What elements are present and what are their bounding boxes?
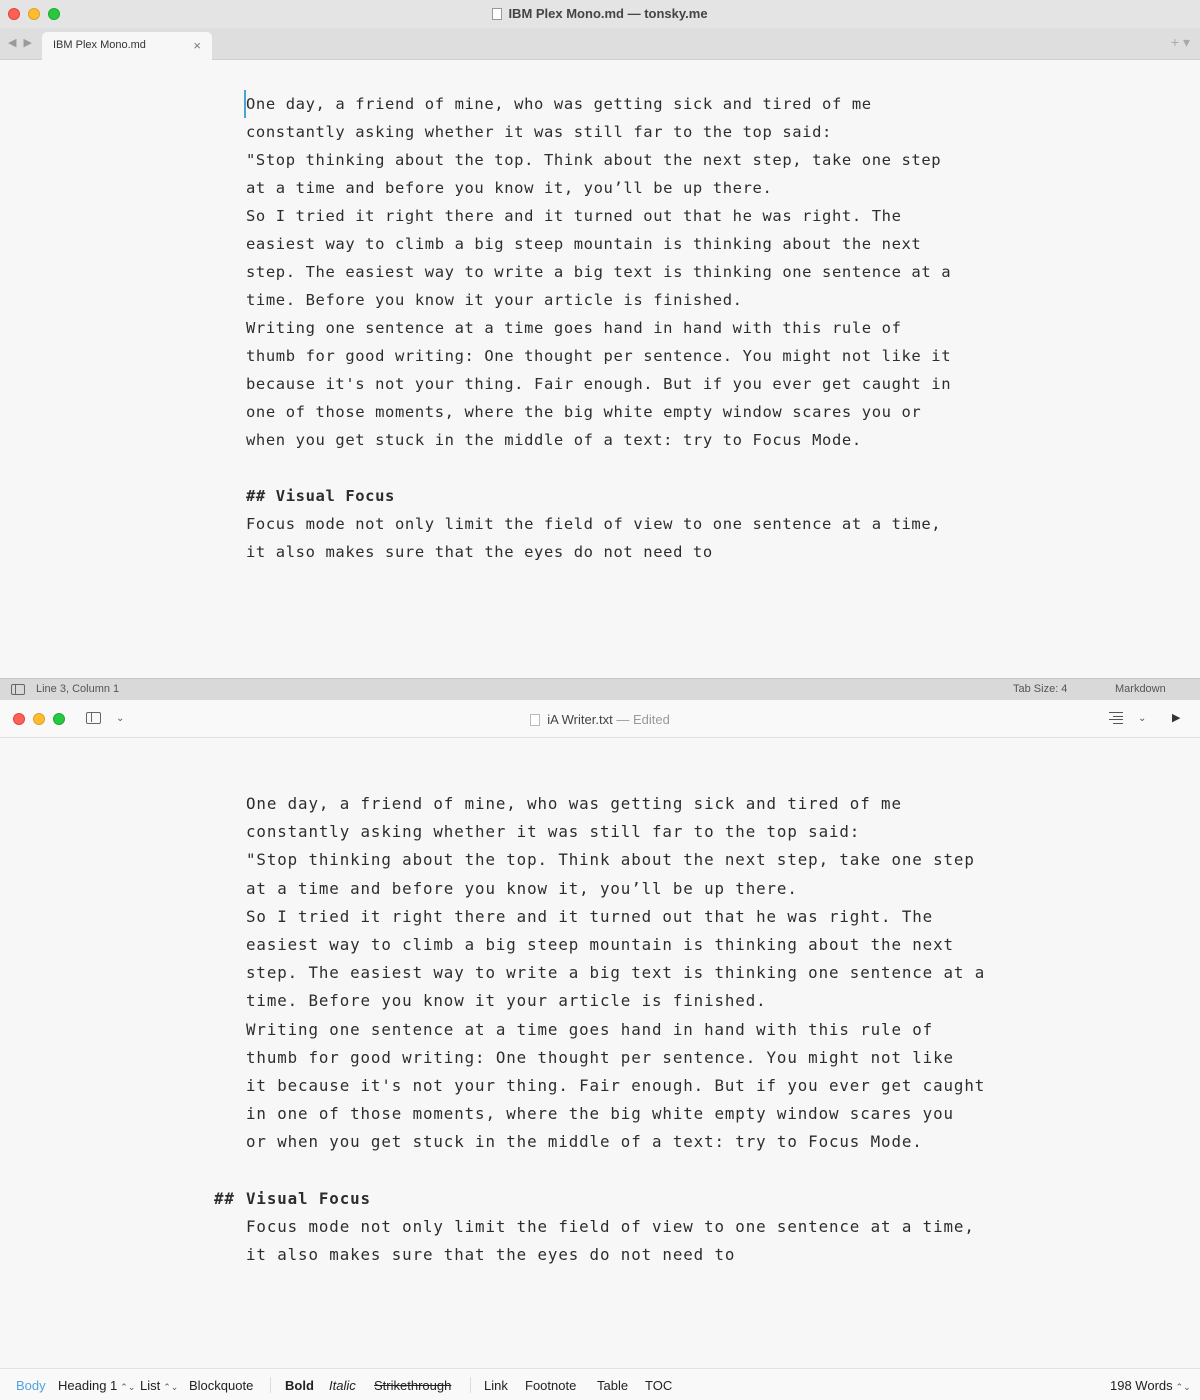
text-line: one of those moments, where the big white empty window scares you or — [246, 403, 922, 421]
updown-chevron-icon: ⌃⌄ — [120, 1382, 136, 1392]
cursor-position[interactable]: Line 3, Column 1 — [36, 683, 120, 695]
editor-text-area[interactable] — [246, 90, 1006, 566]
document-icon — [492, 8, 502, 20]
text-line: easiest way to climb a big steep mountain is thinking about the next — [246, 235, 922, 253]
text-line: or when you get stuck in the middle of a text: try to Focus Mode. — [246, 1132, 923, 1152]
chevron-down-icon[interactable]: ⌄ — [1138, 713, 1147, 724]
format-strikethrough-button[interactable]: Strikethrough — [374, 1378, 452, 1393]
heading-marker: ## — [214, 1188, 235, 1208]
format-bar — [0, 1368, 1200, 1400]
text-line: One day, a friend of mine, who was getting sick and tired of me — [246, 95, 872, 113]
format-table-button[interactable]: Table — [597, 1378, 629, 1393]
text-line: step. The easiest way to write a big text is thinking one sentence at a — [246, 263, 952, 281]
text-line: at a time and before you know it, you’ll be up there. — [246, 878, 798, 898]
edited-status: Edited — [632, 712, 670, 727]
word-count-selector[interactable] — [1110, 1378, 1191, 1393]
tab-bar — [0, 28, 1200, 60]
text-line: Focus mode not only limit the field of view to one sentence at a time, — [246, 1216, 975, 1236]
tab-nav-arrows-icon[interactable]: ◀ ▶ — [8, 37, 34, 49]
document-icon — [530, 714, 540, 726]
sidebar-icon[interactable] — [11, 684, 25, 695]
text-line: in one of those moments, where the big white empty window scares you — [246, 1104, 954, 1124]
text-line: "Stop thinking about the top. Think about the next step, take one step — [246, 151, 942, 169]
text-line: thumb for good writing: One thought per sentence. You might not like it — [246, 347, 952, 365]
format-link-button[interactable]: Link — [484, 1378, 508, 1393]
text-line: Writing one sentence at a time goes hand in hand with this rule of — [246, 319, 902, 337]
format-heading-button[interactable] — [58, 1378, 135, 1393]
chevron-down-icon[interactable]: ⌄ — [116, 713, 125, 724]
format-heading-label: Heading 1 — [58, 1378, 118, 1393]
word-count-label: 198 Words — [1110, 1378, 1173, 1393]
bottom-window — [0, 700, 1200, 1400]
preview-play-icon[interactable]: ▶ — [1172, 712, 1181, 724]
text-line: thumb for good writing: One thought per sentence. You might not like — [246, 1047, 954, 1067]
text-line: at a time and before you know it, you’ll be up there. — [246, 179, 773, 197]
tab-label: IBM Plex Mono.md — [53, 39, 146, 51]
language-selector[interactable]: Markdown — [1115, 683, 1166, 695]
text-line: time. Before you know it your article is finished. — [246, 291, 743, 309]
tab-close-icon[interactable]: × — [193, 38, 201, 53]
title-separator: — — [616, 712, 630, 727]
title-toolbar — [0, 700, 1200, 738]
status-bar — [0, 678, 1200, 700]
title-bar — [0, 0, 1200, 28]
text-line: Focus mode not only limit the field of view to one sentence at a time, — [246, 515, 942, 533]
text-line: it because it's not your thing. Fair enough. But if you ever get caught — [246, 1076, 986, 1096]
format-italic-button[interactable]: Italic — [329, 1378, 356, 1393]
text-line: easiest way to climb a big steep mountain is thinking about the next — [246, 935, 954, 955]
window-title-text: IBM Plex Mono.md — tonsky.me — [508, 6, 708, 21]
tab-size-selector[interactable]: Tab Size: 4 — [1013, 683, 1068, 695]
section-heading: ## Visual Focus — [246, 487, 395, 505]
updown-chevron-icon: ⌃⌄ — [163, 1382, 179, 1392]
text-line: constantly asking whether it was still far to the top said: — [246, 822, 861, 842]
text-line: constantly asking whether it was still far to the top said: — [246, 123, 832, 141]
text-line: So I tried it right there and it turned out that he was right. The — [246, 906, 934, 926]
heading-text: Visual Focus — [246, 1188, 371, 1208]
format-body-button[interactable]: Body — [16, 1378, 46, 1393]
text-line: step. The easiest way to write a big text is thinking one sentence at a — [246, 963, 986, 983]
divider — [270, 1377, 271, 1393]
format-list-button[interactable] — [140, 1378, 178, 1393]
text-line: time. Before you know it your article is finished. — [246, 991, 767, 1011]
format-list-label: List — [140, 1378, 161, 1393]
tab-ibm-plex-mono[interactable] — [42, 32, 212, 60]
text-line: it also makes sure that the eyes do not need to — [246, 543, 713, 561]
text-line: "Stop thinking about the top. Think about the next step, take one step — [246, 850, 975, 870]
outline-icon[interactable] — [1106, 712, 1126, 724]
text-line: Writing one sentence at a time goes hand in hand with this rule of — [246, 1019, 934, 1039]
paragraph-lines — [246, 90, 1006, 454]
text-line: when you get stuck in the middle of a text: try to Focus Mode. — [246, 431, 862, 449]
editor-text-area[interactable] — [214, 790, 1006, 1269]
new-tab-plus-icon[interactable]: + ▾ — [1170, 34, 1190, 50]
text-line: it also makes sure that the eyes do not need to — [246, 1245, 736, 1265]
window-title — [0, 712, 1200, 727]
format-bold-button[interactable]: Bold — [285, 1378, 314, 1393]
format-blockquote-button[interactable]: Blockquote — [189, 1378, 254, 1393]
divider — [470, 1377, 471, 1393]
window-title-text: iA Writer.txt — [547, 712, 613, 727]
text-cursor — [244, 90, 246, 118]
text-line: One day, a friend of mine, who was getting sick and tired of me — [246, 794, 902, 813]
text-line: because it's not your thing. Fair enough. But if you ever get caught in — [246, 375, 952, 393]
window-title — [0, 6, 1200, 21]
text-line: So I tried it right there and it turned out that he was right. The — [246, 207, 902, 225]
tab-actions[interactable] — [1171, 34, 1190, 51]
updown-chevron-icon: ⌃⌄ — [1175, 1382, 1191, 1392]
section-heading — [214, 1185, 1006, 1213]
format-footnote-button[interactable]: Footnote — [525, 1378, 577, 1393]
format-toc-button[interactable]: TOC — [645, 1378, 673, 1393]
